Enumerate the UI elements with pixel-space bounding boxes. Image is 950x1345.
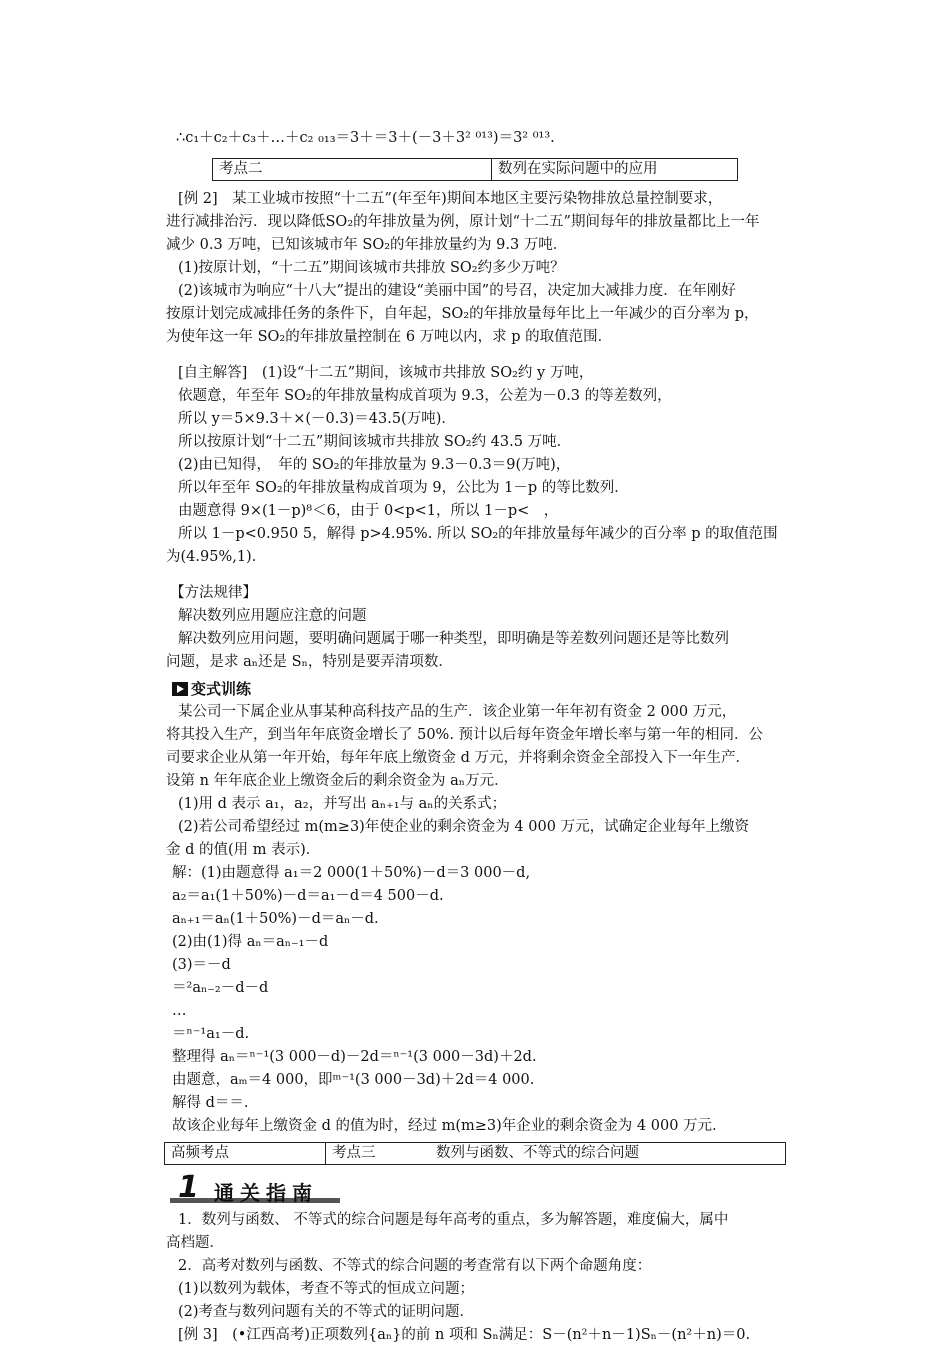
guide-banner xyxy=(170,1170,340,1205)
variant-line: 故该企业每年上缴资金 d 的值为时，经过 m(m≥3)年企业的剩余资金为 4 000 万元. xyxy=(172,1118,717,1134)
example2-line: (2)该城市为响应“十八大”提出的建设“美丽中国”的号召，决定加大减排力度．在年刚好 xyxy=(178,283,736,299)
example2-line: (1)按原计划，“十二五”期间该城市共排放 SO₂约多少万吨？ xyxy=(178,260,565,276)
method-line: 问题，是求 aₙ还是 Sₙ，特别是要弄清项数． xyxy=(166,654,453,670)
variant-heading xyxy=(172,679,251,699)
guide-line: (1)以数列为载体，考查不等式的恒成立问题； xyxy=(178,1281,475,1297)
topic-box-3-cat: 高频考点 xyxy=(165,1143,326,1165)
variant-line: (3)＝－d xyxy=(172,957,231,973)
variant-line: 某公司一下属企业从事某种高科技产品的生产．该企业第一年年初有资金 2 000 万元， xyxy=(178,704,737,720)
guide-line: [例 3] (•江西高考)正项数列{aₙ}的前 n 项和 Sₙ满足：S－(n²＋n－1)Sₙ－(n²＋n)＝0. xyxy=(178,1327,751,1343)
example2-line: 进行减排治污．现以降低SO₂的年排放量为例，原计划“十二五”期间每年的排放量都比上一年 xyxy=(166,214,760,230)
example2-line: 为使年这一年 SO₂的年排放量控制在 6 万吨以内，求 p 的取值范围． xyxy=(166,329,613,345)
solution2-line: 所以按原计划“十二五”期间该城市共排放 SO₂约 43.5 万吨． xyxy=(178,434,572,450)
topic-box-2 xyxy=(212,158,738,181)
variant-line: 设第 n 年年底企业上缴资金后的剩余资金为 aₙ万元． xyxy=(166,773,509,789)
solution2-line: [自主解答] (1)设“十二五”期间，该城市共排放 SO₂约 y 万吨， xyxy=(178,365,594,381)
variant-line: 由题意，aₘ＝4 000，即ᵐ⁻¹(3 000－3d)＋2d＝4 000. xyxy=(172,1072,535,1088)
topic-box-3-label: 考点三 xyxy=(326,1143,431,1165)
variant-line: 金 d 的值(用 m 表示)． xyxy=(166,842,321,858)
solution2-line: 依题意，年至年 SO₂的年排放量构成首项为 9.3，公差为－0.3 的等差数列， xyxy=(178,388,672,404)
variant-line: ＝ⁿ⁻¹a₁－d. xyxy=(172,1026,250,1042)
guide-line: 1．数列与函数、 不等式的综合问题是每年高考的重点，多为解答题，难度偏大，属中 xyxy=(178,1212,729,1228)
solution2-line: 为(4.95%,1)． xyxy=(166,549,267,565)
topic-box-3 xyxy=(164,1142,786,1165)
variant-line: … xyxy=(172,1003,187,1019)
solution2-line: (2)由已知得， 年的 SO₂的年排放量为 9.3－0.3＝9(万吨)， xyxy=(178,457,571,473)
variant-line: 解：(1)由题意得 a₁＝2 000(1＋50%)－d＝3 000－d, xyxy=(172,865,531,881)
solution2-line: 所以 1－p<0.950 5，解得 p>4.95%. 所以 SO₂的年排放量每年减少的百分率 p 的取值范围 xyxy=(178,526,778,542)
variant-line: 整理得 aₙ＝ⁿ⁻¹(3 000－d)－2d＝ⁿ⁻¹(3 000－3d)＋2d. xyxy=(172,1049,537,1065)
variant-line: 将其投入生产，到当年年底资金增长了 50%. 预计以后每年资金年增长率与第一年的相同．公 xyxy=(166,727,764,743)
variant-line: ＝²aₙ₋₂－d－d xyxy=(172,980,269,996)
guide-title: 通关指南 xyxy=(214,1181,318,1205)
example2-line: [例 2] 某工业城市按照“十二五”(年至年)期间本地区主要污染物排放总量控制要求， xyxy=(178,191,723,207)
guide-number: 1 xyxy=(178,1170,199,1205)
guide-line: (2)考查与数列问题有关的不等式的证明问题． xyxy=(178,1304,475,1320)
method-line: 解决数列应用问题，要明确问题属于哪一种类型，即明确是等差数列问题还是等比数列 xyxy=(178,631,729,647)
variant-line: 解得 d＝＝. xyxy=(172,1095,249,1111)
example2-line: 按原计划完成减排任务的条件下，自年起，SO₂的年排放量每年比上一年减少的百分率为 p， xyxy=(166,306,759,322)
guide-line: 2．高考对数列与函数、不等式的综合问题的考查常有以下两个命题角度： xyxy=(178,1258,652,1274)
solution2-line: 所以 y＝5×9.3＋×(－0.3)＝43.5(万吨)． xyxy=(178,411,456,427)
variant-line: (1)用 d 表示 a₁，a₂，并写出 aₙ₊₁与 aₙ的关系式； xyxy=(178,796,507,812)
variant-heading-text: 变式训练 xyxy=(191,680,252,698)
topic-box-2-title: 数列在实际问题中的应用 xyxy=(492,159,738,181)
example2-line: 减少 0.3 万吨，已知该城市年 SO₂的年排放量约为 9.3 万吨． xyxy=(166,237,568,253)
variant-line: (2)若公司希望经过 m(m≥3)年使企业的剩余资金为 4 000 万元，试确定企业每年上缴资 xyxy=(178,819,750,835)
solution2-line: 由题意得 9×(1－p)⁸＜6，由于 0<p<1，所以 1－p< ， xyxy=(178,503,559,519)
topic-box-2-label: 考点二 xyxy=(213,159,492,181)
variant-line: a₂＝a₁(1＋50%)－d＝a₁－d＝4 500－d. xyxy=(172,888,444,904)
topic-box-3-title: 数列与函数、不等式的综合问题 xyxy=(430,1143,786,1165)
play-triangle-icon xyxy=(172,682,188,696)
variant-line: 司要求企业从第一年开始，每年年底上缴资金 d 万元，并将剩余资金全部投入下一年生产． xyxy=(166,750,750,766)
sum-formula-line: ∴c₁＋c₂＋c₃＋…＋c₂ ₀₁₃＝3＋＝3＋(－3＋3² ⁰¹³)＝3² ⁰¹³. xyxy=(176,130,555,146)
variant-line: aₙ₊₁＝aₙ(1＋50%)－d＝aₙ－d. xyxy=(172,911,379,927)
method-line: 解决数列应用题应注意的问题 xyxy=(178,608,367,624)
solution2-line: 所以年至年 SO₂的年排放量构成首项为 9，公比为 1－p 的等比数列． xyxy=(178,480,629,496)
method-heading: 【方法规律】 xyxy=(170,585,257,601)
guide-line: 高档题． xyxy=(166,1235,224,1251)
variant-line: (2)由(1)得 aₙ＝aₙ₋₁－d xyxy=(172,934,329,950)
